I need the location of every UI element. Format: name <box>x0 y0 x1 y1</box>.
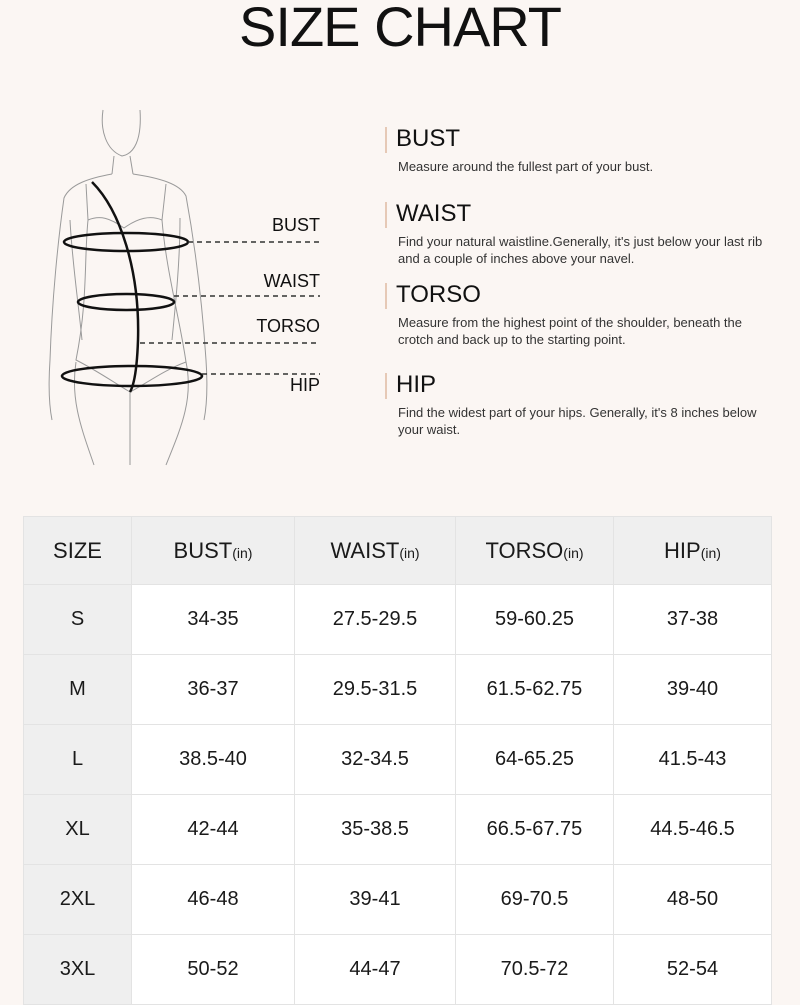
torso-cell: 59-60.25 <box>456 585 614 655</box>
definition-heading: WAIST <box>396 200 472 227</box>
column-header-unit: (in) <box>232 544 253 561</box>
table-row <box>24 865 772 935</box>
column-header-label: HIP <box>664 537 701 563</box>
column-header-bust <box>132 517 295 585</box>
table-row <box>24 585 772 655</box>
bust-cell: 34-35 <box>132 585 295 655</box>
column-header-label: WAIST <box>330 537 400 563</box>
accent-bar <box>385 127 387 153</box>
definition-text: Find the widest part of your hips. Generally, it's 8 inches below your waist. <box>398 405 757 437</box>
size-cell: L <box>24 725 132 795</box>
size-cell: 2XL <box>24 865 132 935</box>
figure-label-waist: WAIST <box>263 271 320 291</box>
definition-heading: TORSO <box>396 281 481 308</box>
column-header-unit: (in) <box>700 544 721 561</box>
waist-cell: 32-34.5 <box>295 725 456 795</box>
bust-cell: 36-37 <box>132 655 295 725</box>
column-header-waist <box>295 517 456 585</box>
column-header-label: SIZE <box>53 537 102 563</box>
bust-cell: 46-48 <box>132 865 295 935</box>
bust-cell: 38.5-40 <box>132 725 295 795</box>
body-measurement-figure <box>30 100 370 480</box>
column-header-unit: (in) <box>399 544 420 561</box>
column-header-unit: (in) <box>563 544 584 561</box>
waist-cell: 44-47 <box>295 935 456 1005</box>
accent-bar <box>385 373 387 399</box>
table-row <box>24 795 772 865</box>
torso-cell: 69-70.5 <box>456 865 614 935</box>
waist-cell: 39-41 <box>295 865 456 935</box>
hip-cell: 37-38 <box>614 585 772 655</box>
bust-cell: 42-44 <box>132 795 295 865</box>
size-cell: S <box>24 585 132 655</box>
torso-cell: 70.5-72 <box>456 935 614 1005</box>
figure-label-bust: BUST <box>271 215 320 235</box>
torso-cell: 66.5-67.75 <box>456 795 614 865</box>
size-cell: 3XL <box>24 935 132 1005</box>
hip-cell: 48-50 <box>614 865 772 935</box>
size-cell: M <box>24 655 132 725</box>
waist-cell: 27.5-29.5 <box>295 585 456 655</box>
definition-text: Measure from the highest point of the shoulder, beneath the crotch and back up to the starting point. <box>398 315 743 347</box>
waist-cell: 29.5-31.5 <box>295 655 456 725</box>
figure-label-hip: HIP <box>289 375 320 395</box>
definition-heading: HIP <box>396 371 437 398</box>
accent-bar <box>385 202 387 228</box>
column-header-size <box>24 517 132 585</box>
column-header-label: BUST <box>173 537 233 563</box>
torso-cell: 64-65.25 <box>456 725 614 795</box>
definition-text: Find your natural waistline.Generally, it's just below your last rib and a couple of inches above your navel. <box>398 234 763 266</box>
table-row <box>24 655 772 725</box>
hip-cell: 41.5-43 <box>614 725 772 795</box>
waist-cell: 35-38.5 <box>295 795 456 865</box>
size-table <box>23 516 772 1005</box>
hip-cell: 39-40 <box>614 655 772 725</box>
hip-cell: 44.5-46.5 <box>614 795 772 865</box>
figure-label-torso: TORSO <box>256 316 320 336</box>
definition-heading: BUST <box>396 125 461 152</box>
accent-bar <box>385 283 387 309</box>
column-header-torso <box>456 517 614 585</box>
page-title: SIZE CHART <box>239 0 561 58</box>
table-row <box>24 725 772 795</box>
table-header-row <box>24 517 772 585</box>
definition-text: Measure around the fullest part of your bust. <box>398 159 654 174</box>
hip-cell: 52-54 <box>614 935 772 1005</box>
bust-cell: 50-52 <box>132 935 295 1005</box>
column-header-hip <box>614 517 772 585</box>
size-cell: XL <box>24 795 132 865</box>
table-row <box>24 935 772 1005</box>
column-header-label: TORSO <box>485 537 564 563</box>
torso-cell: 61.5-62.75 <box>456 655 614 725</box>
